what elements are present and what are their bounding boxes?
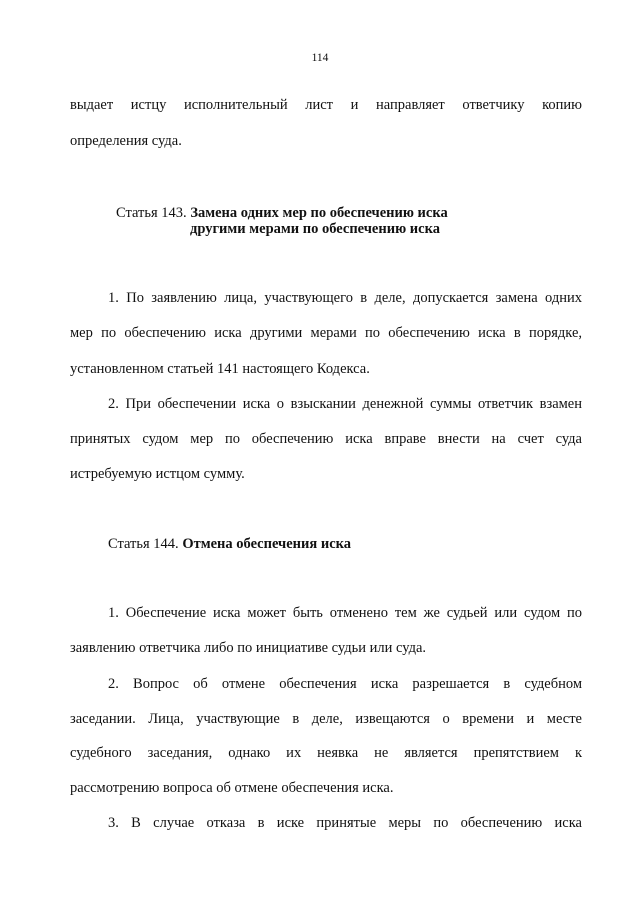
continuation-line-2: определения суда. — [70, 133, 182, 149]
article-144-prefix: Статья 144. — [108, 536, 179, 552]
continuation-line-1: выдает истцу исполнительный лист и направляет ответчику копию — [70, 97, 582, 113]
article-143-p1-line-1: 1. По заявлению лица, участвующего в деле, допускается замена одних — [108, 290, 582, 306]
article-144-p2-line-4: рассмотрению вопроса об отмене обеспечения иска. — [70, 780, 394, 796]
article-144-p2-line-1: 2. Вопрос об отмене обеспечения иска разрешается в судебном — [108, 676, 582, 692]
article-143-p1-line-2: мер по обеспечению иска другими мерами по обеспечению иска в порядке, — [70, 325, 582, 341]
article-144-p1-line-1: 1. Обеспечение иска может быть отменено тем же судьей или судом по — [108, 605, 582, 621]
page-number: 114 — [311, 52, 329, 64]
article-144-p2-line-2: заседании. Лица, участвующие в деле, извещаются о времени и месте — [70, 711, 582, 727]
article-143-title-line-1: Замена одних мер по обеспечению иска — [190, 205, 448, 221]
article-143-prefix: Статья 143. — [116, 205, 187, 221]
article-143-title-line-2-wrap — [190, 220, 440, 238]
article-143-p2-line-2: принятых судом мер по обеспечению иска вправе внести на счет суда — [70, 431, 582, 447]
article-144-p1-line-2: заявлению ответчика либо по инициативе судьи или суда. — [70, 640, 427, 656]
article-144-heading — [108, 535, 351, 553]
article-144-p3-line-1: 3. В случае отказа в иске принятые меры по обеспечению иска — [108, 815, 582, 831]
article-143-p2-line-1: 2. При обеспечении иска о взыскании денежной суммы ответчик взамен — [108, 396, 582, 412]
article-143-title-line-2: другими мерами по обеспечению иска — [190, 221, 440, 237]
article-143-p2-line-3: истребуемую истцом сумму. — [70, 466, 245, 482]
article-144-title: Отмена обеспечения иска — [182, 536, 352, 552]
article-143-p1-line-3: установленном статьей 141 настоящего Кодекса. — [70, 361, 370, 377]
article-144-p2-line-3: судебного заседания, однако их неявка не является препятствием к — [70, 745, 582, 761]
